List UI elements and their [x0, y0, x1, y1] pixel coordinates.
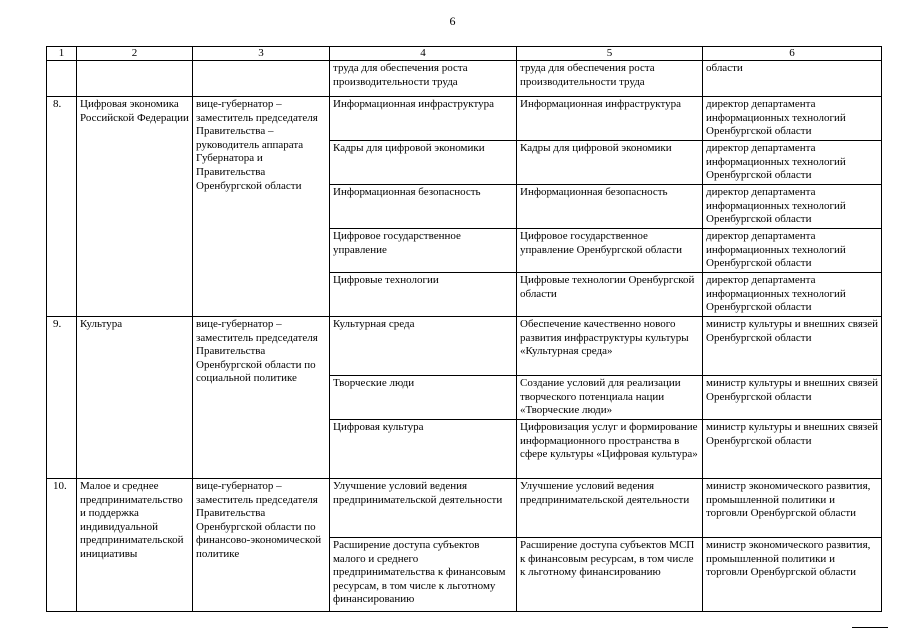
responsible: министр культуры и внешних связей Оренбургской области: [703, 376, 882, 420]
regional-project: Цифровое государственное управление Оренбургской области: [517, 229, 703, 273]
program-name: Культура: [77, 317, 193, 479]
header-cell: 3: [193, 47, 330, 61]
responsible: директор департамента информационных технологий Оренбургской области: [703, 273, 882, 317]
header-cell: 1: [47, 47, 77, 61]
table-row: [47, 97, 882, 141]
continuation-responsible: области: [703, 61, 882, 97]
continuation-federal: труда для обеспечения роста производительности труда: [330, 61, 517, 97]
continuation-row: [47, 61, 882, 97]
header-row: [47, 47, 882, 61]
regional-project: Улучшение условий ведения предпринимательской деятельности: [517, 479, 703, 538]
table-row: [47, 479, 882, 538]
responsible: министр культуры и внешних связей Оренбургской области: [703, 317, 882, 376]
row-number: 9.: [47, 317, 77, 479]
responsible: директор департамента информационных технологий Оренбургской области: [703, 229, 882, 273]
regional-project: Информационная безопасность: [517, 185, 703, 229]
continuation-cell: [77, 61, 193, 97]
federal-project: Цифровое государственное управление: [330, 229, 517, 273]
header-cell: 5: [517, 47, 703, 61]
regional-project: Расширение доступа субъектов МСП к финансовым ресурсам, в том числе к льготному финансированию: [517, 538, 703, 612]
row-number: 10.: [47, 479, 77, 612]
federal-project: Информационная инфраструктура: [330, 97, 517, 141]
regional-project: Кадры для цифровой экономики: [517, 141, 703, 185]
regional-project: Цифровые технологии Оренбургской области: [517, 273, 703, 317]
curator: вице-губернатор – заместитель председателя Правительства – руководитель аппарата Губернатора и Правительства Оренбургской области: [193, 97, 330, 317]
page-number: 6: [449, 14, 456, 28]
regional-project: Информационная инфраструктура: [517, 97, 703, 141]
federal-project: Культурная среда: [330, 317, 517, 376]
regional-project: Обеспечение качественно нового развития инфраструктуры культуры «Культурная среда»: [517, 317, 703, 376]
federal-project: Расширение доступа субъектов малого и среднего предпринимательства к финансовым ресурсам, в том числе к льготному финансированию: [330, 538, 517, 612]
federal-project: Улучшение условий ведения предпринимательской деятельности: [330, 479, 517, 538]
regional-project: Создание условий для реализации творческого потенциала нации «Творческие люди»: [517, 376, 703, 420]
responsible: министр экономического развития, промышленной политики и торговли Оренбургской области: [703, 538, 882, 612]
federal-project: Цифровая культура: [330, 420, 517, 479]
responsible: директор департамента информационных технологий Оренбургской области: [703, 185, 882, 229]
page-edge-line: [852, 627, 888, 628]
header-cell: 4: [330, 47, 517, 61]
responsible: министр экономического развития, промышленной политики и торговли Оренбургской области: [703, 479, 882, 538]
responsible: директор департамента информационных технологий Оренбургской области: [703, 141, 882, 185]
continuation-regional: труда для обеспечения роста производительности труда: [517, 61, 703, 97]
curator: вице-губернатор – заместитель председателя Правительства Оренбургской области по финансово-экономической политике: [193, 479, 330, 612]
responsible: директор департамента информационных технологий Оренбургской области: [703, 97, 882, 141]
projects-table: [46, 46, 882, 612]
federal-project: Кадры для цифровой экономики: [330, 141, 517, 185]
responsible: министр культуры и внешних связей Оренбургской области: [703, 420, 882, 479]
federal-project: Информационная безопасность: [330, 185, 517, 229]
regional-project: Цифровизация услуг и формирование информационного пространства в сфере культуры «Цифровая культура»: [517, 420, 703, 479]
continuation-cell: [193, 61, 330, 97]
program-name: Малое и среднее предпринимательство и поддержка индивидуальной предпринимательской инициативы: [77, 479, 193, 612]
table-row: [47, 317, 882, 376]
row-number: 8.: [47, 97, 77, 317]
header-cell: 2: [77, 47, 193, 61]
federal-project: Цифровые технологии: [330, 273, 517, 317]
continuation-cell: [47, 61, 77, 97]
curator: вице-губернатор – заместитель председателя Правительства Оренбургской области по социальной политике: [193, 317, 330, 479]
header-cell: 6: [703, 47, 882, 61]
federal-project: Творческие люди: [330, 376, 517, 420]
program-name: Цифровая экономика Российской Федерации: [77, 97, 193, 317]
